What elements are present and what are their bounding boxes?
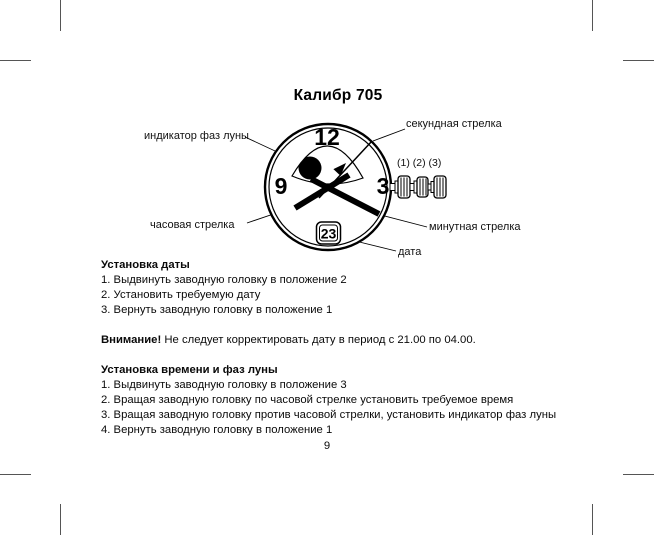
crown-stem-icon — [390, 184, 395, 191]
dial-numeral-9: 9 — [274, 173, 288, 199]
leader-minute-hand — [381, 215, 427, 227]
label-second-hand: секундная стрелка — [406, 118, 502, 130]
time-setting-heading: Установка времени и фаз луны — [101, 364, 278, 376]
time-setting-step: 3. Вращая заводную головку против часовой стрелки, установить индикатор фаз луны — [101, 409, 557, 421]
label-moon-phase-indicator: индикатор фаз луны — [144, 130, 249, 142]
label-date: дата — [398, 246, 422, 258]
date-setting-step: 1. Выдвинуть заводную головку в положение 2 — [101, 274, 347, 286]
dial-numeral-3: 3 — [376, 173, 390, 199]
hands-center-pivot — [325, 185, 331, 191]
label-hour-hand: часовая стрелка — [150, 219, 235, 231]
warning-label: Внимание! — [101, 334, 162, 346]
page-number: 9 — [323, 440, 331, 452]
label-crown-positions: (1) (2) (3) — [397, 157, 442, 169]
dial-numeral-12: 12 — [314, 124, 340, 150]
leader-second-hand — [373, 129, 405, 141]
time-setting-section — [101, 363, 601, 438]
warning-section — [101, 333, 601, 348]
crown-position-1-icon — [395, 176, 410, 198]
date-setting-step: 2. Установить требуемую дату — [101, 289, 261, 301]
time-setting-step: 4. Вернуть заводную головку в положение 1 — [101, 424, 333, 436]
time-setting-step: 1. Выдвинуть заводную головку в положение 3 — [101, 379, 347, 391]
label-minute-hand: минутная стрелка — [429, 221, 521, 233]
crown-position-3-icon — [431, 176, 446, 198]
instructions — [101, 258, 601, 453]
crown-stem-icon — [410, 184, 414, 191]
date-setting-step: 3. Вернуть заводную головку в положение 1 — [101, 304, 333, 316]
date-setting-heading: Установка даты — [101, 259, 190, 271]
warning-text: Не следует корректировать дату в период с 21.00 по 04.00. — [161, 334, 476, 346]
crown-position-2-icon — [414, 177, 428, 197]
page-title: Калибр 705 — [293, 87, 383, 104]
date-setting-section — [101, 258, 601, 318]
time-setting-step: 2. Вращая заводную головку по часовой стрелке установить требуемое время — [101, 394, 514, 406]
date-window-value: 23 — [320, 225, 337, 242]
crown-icons — [390, 176, 446, 198]
